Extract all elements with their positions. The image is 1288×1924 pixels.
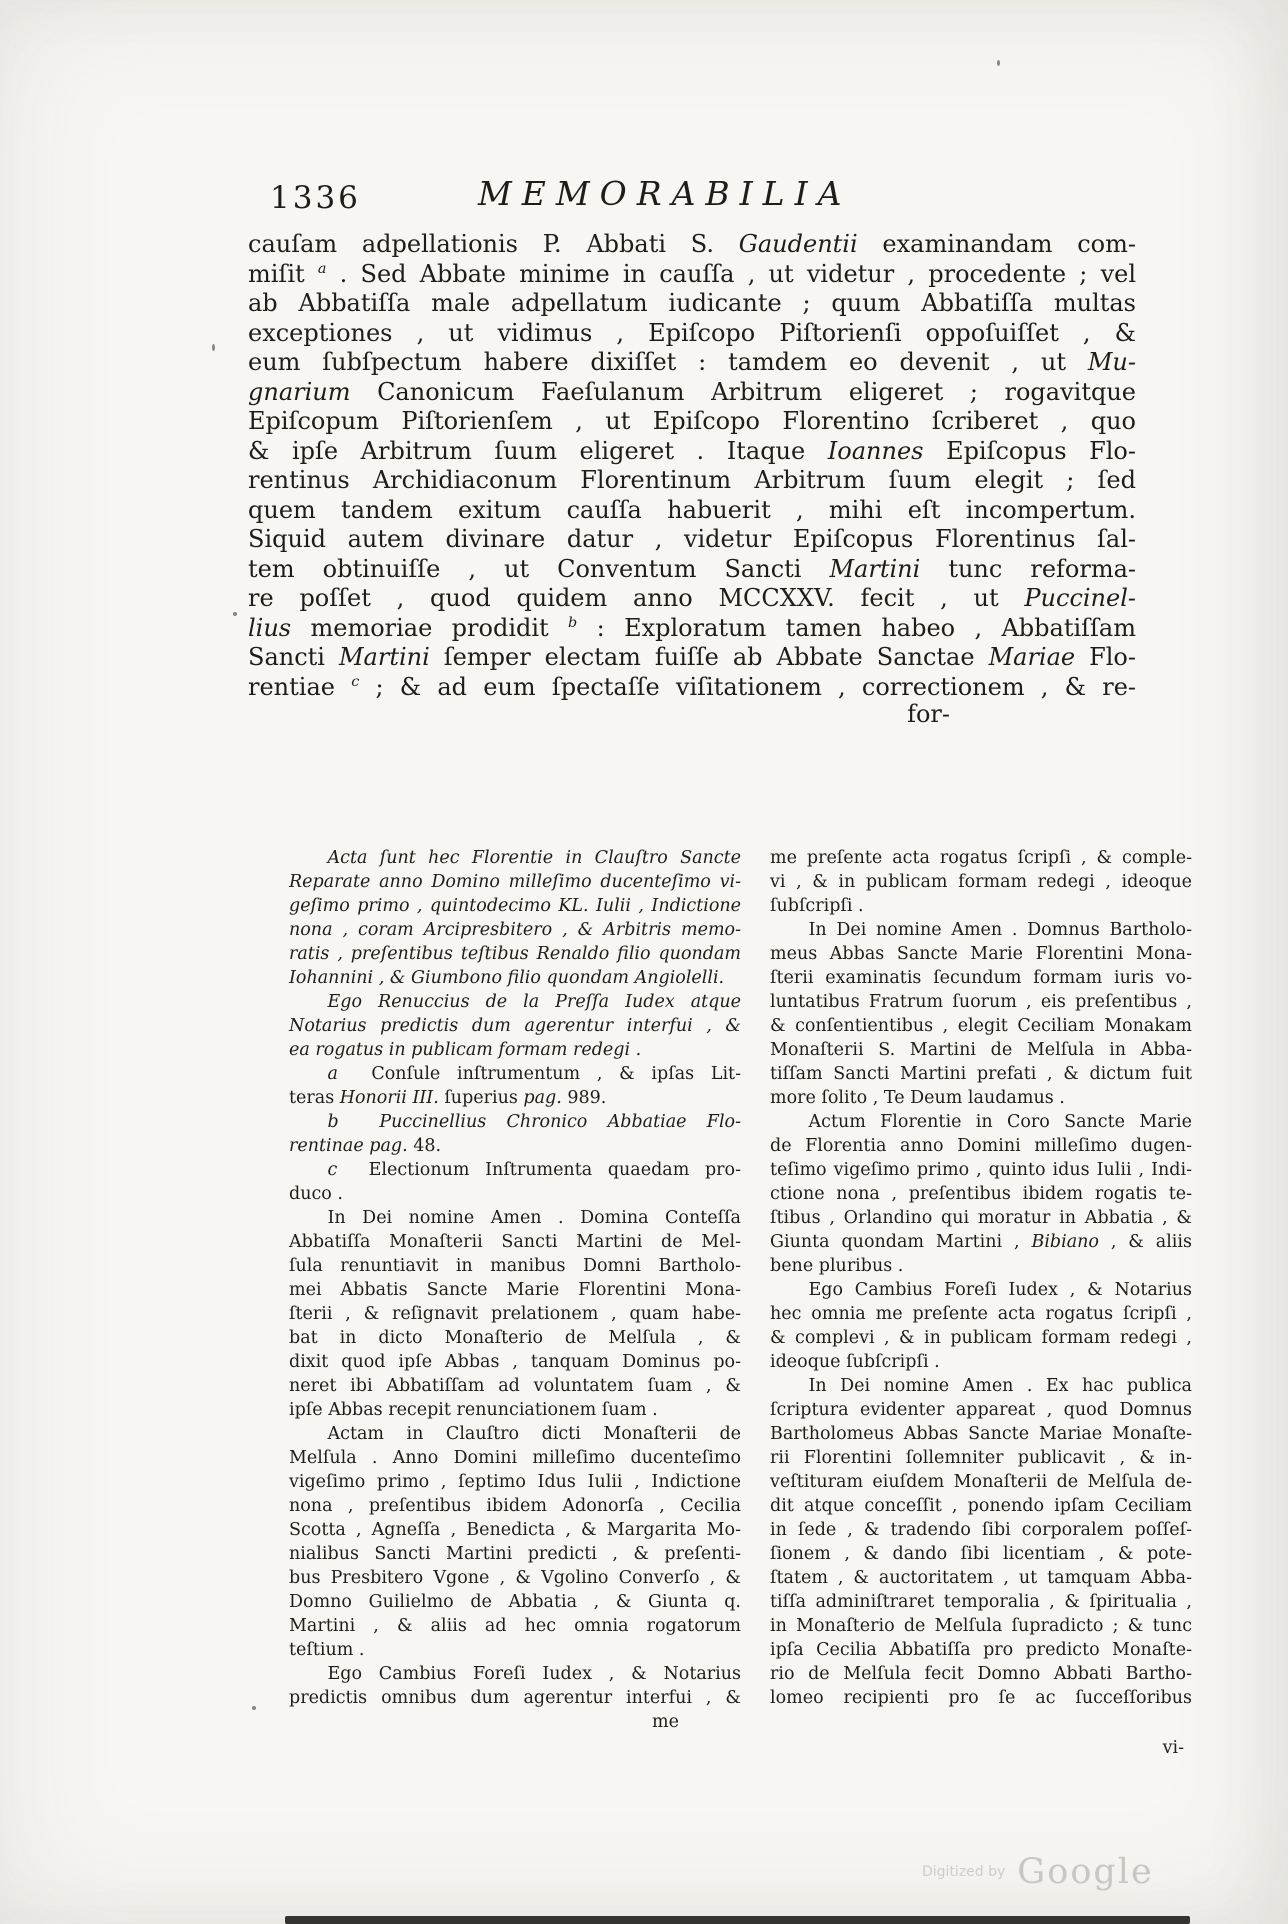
text-line: teſtium .	[289, 1640, 365, 1660]
footnote-block	[289, 990, 741, 1062]
text-line: ſcriptura evidenter appareat , quod Domnus	[770, 1400, 1192, 1420]
text-line: Epiſcopum Piſtorienſem , ut Epiſcopo Florentino ſcriberet , quo	[248, 407, 1136, 435]
text-line: vigeſimo primo , ſeptimo Idus Iulii , Indictione	[289, 1472, 741, 1492]
text-line: ideoque ſubſcripſi .	[770, 1352, 940, 1372]
catchword-right-column: vi-	[1162, 1738, 1184, 1758]
text-line: geſimo primo , quintodecimo KL. Iulii , Indictione	[289, 896, 741, 916]
text-line: c Electionum Inſtrumenta quaedam pro-	[327, 1160, 741, 1180]
text-line: ſterii , & reſignavit prelationem , quam habe-	[289, 1304, 741, 1324]
text-line: bene pluribus .	[770, 1256, 904, 1276]
text-line: rentiae $^c$ ; & ad eum ſpectaſſe viſitationem , correctionem , & re-	[248, 672, 1137, 701]
text-line: more ſolito , Te Deum laudamus .	[770, 1088, 1065, 1108]
catchword-left-column: me	[652, 1712, 679, 1732]
text-line: ratis , preſentibus teſtibus Renaldo filio quondam	[289, 944, 741, 964]
text-line: miſit $^a$ . Sed Abbate minime in cauſſa , ut videtur , procedente ; vel	[248, 259, 1137, 288]
running-title: MEMORABILIA	[478, 174, 852, 213]
main-text-block	[248, 230, 1136, 702]
text-line: Abbatiſſa Monaſterii Sancti Martini de Mel-	[289, 1232, 741, 1252]
page-number: 1336	[270, 180, 361, 216]
text-line: cauſam adpellationis P. Abbati S. Gaudentii examinandam com-	[248, 230, 1137, 258]
text-line: teras Honorii III. ſuperius pag. 989.	[289, 1088, 607, 1108]
text-line: gnarium Canonicum Faeſulanum Arbitrum eligeret ; rogavitque	[248, 377, 1136, 406]
text-line: ſionem , & dando ſibi licentiam , & pote-	[770, 1544, 1192, 1564]
text-line: Domno Guilielmo de Abbatia , & Giunta q.	[289, 1592, 741, 1612]
text-line: tiſſam Sancti Martini prefati , & dictum fuit	[770, 1064, 1192, 1084]
text-line: ea rogatus in publicam formam redegi .	[289, 1040, 642, 1060]
footnote-block	[289, 1110, 741, 1158]
text-line: hec omnia me preſente acta rogatus ſcripſi ,	[770, 1304, 1192, 1324]
scan-edge-bar	[285, 1916, 1190, 1924]
footnote-block	[289, 1662, 741, 1710]
footnote-block	[770, 1278, 1192, 1374]
text-line: rio de Melſula fecit Domno Abbati Bartho-	[770, 1664, 1192, 1684]
footnote-block	[770, 1110, 1192, 1278]
text-line: vi , & in publicam formam redegi , ideoque	[770, 872, 1192, 892]
footnote-block	[289, 1206, 741, 1422]
text-line: me preſente acta rogatus ſcripſi , & comple-	[770, 848, 1192, 868]
footnote-block	[289, 1062, 741, 1110]
text-line: rentinae pag. 48.	[289, 1136, 442, 1156]
text-line: meus Abbas Sancte Marie Florentini Mona-	[770, 944, 1192, 964]
footnote-block	[770, 1374, 1192, 1710]
text-line: Actam in Clauſtro dicti Monaſterii de	[327, 1424, 741, 1444]
text-line: nona , coram Arcipresbitero , & Arbitris memo-	[289, 920, 741, 940]
text-line: in ſede , & tradendo ſibi corporalem poſſeſ-	[770, 1520, 1192, 1540]
text-line: duco .	[289, 1184, 343, 1204]
scan-speck	[212, 344, 215, 351]
footnote-column-left	[289, 846, 741, 1710]
text-line: lius memoriae prodidit $^b$ : Exploratum tamen habeo , Abbatiſſam	[248, 613, 1136, 642]
scan-speck	[233, 612, 237, 616]
text-line: Scotta , Agneſſa , Benedicta , & Margarita Mo-	[289, 1520, 741, 1540]
text-line: In Dei nomine Amen . Ex hac publica	[808, 1376, 1192, 1396]
text-line: Actum Florentie in Coro Sancte Marie	[808, 1112, 1192, 1132]
text-line: Notarius predictis dum agerentur interfui , &	[289, 1016, 741, 1036]
text-line: b Puccinellius Chronico Abbatiae Flo-	[327, 1112, 741, 1132]
text-line: Iohannini , & Giumbono filio quondam Angiolelli.	[289, 968, 725, 988]
text-line: nona , preſentibus ibidem Adonorſa , Cecilia	[289, 1496, 741, 1516]
google-watermark	[922, 1852, 1154, 1892]
footnote-block	[770, 918, 1192, 1110]
text-line: predictis omnibus dum agerentur interfui , &	[289, 1688, 741, 1708]
text-line: Bartholomeus Abbas Sancte Mariae Monaſte-	[770, 1424, 1192, 1444]
text-line: exceptiones , ut vidimus , Epiſcopo Piſtorienſi oppoſuiſſet , &	[248, 318, 1136, 347]
text-line: Ego Cambius Foreſi Iudex , & Notarius	[327, 1664, 741, 1684]
text-line: ctione nona , preſentibus ibidem rogatis te-	[770, 1184, 1192, 1204]
text-line: tiſſa adminiſtraret temporalia , & ſpiritualia ,	[770, 1592, 1192, 1612]
text-line: ſubſcripſi .	[770, 896, 864, 916]
text-line: dit atque conceſſit , ponendo ipſam Ceciliam	[770, 1496, 1192, 1516]
text-line: tem obtinuiſſe , ut Conventum Sancti Martini tunc reforma-	[248, 554, 1136, 583]
footnote-block	[289, 1422, 741, 1662]
text-line: ſterii examinatis ſecundum formam iuris vo-	[770, 968, 1192, 988]
text-line: ſtatem , & auctoritatem , ut tamquam Abba-	[770, 1568, 1192, 1588]
text-line: neret ibi Abbatiſſam ad voluntatem ſuam , &	[289, 1376, 741, 1396]
text-line: Martini , & aliis ad hec omnia rogatorum	[289, 1616, 741, 1636]
text-line: nialibus Sancti Martini predicti , & preſenti-	[289, 1544, 741, 1564]
text-line: re poſſet , quod quidem anno MCCXXV. fecit , ut Puccinel-	[248, 584, 1136, 612]
scan-speck	[997, 60, 1000, 66]
text-line: Ego Renuccius de la Preſſa Iudex atque	[327, 992, 741, 1012]
text-line: ſtibus , Orlandino qui moratur in Abbatia , &	[770, 1208, 1192, 1228]
text-line: & ipſe Arbitrum ſuum eligeret . Itaque Ioannes Epiſcopus Flo-	[248, 436, 1136, 465]
text-line: & conſentientibus , elegit Ceciliam Monakam	[770, 1016, 1192, 1036]
text-line: eum ſubſpectum habere dixiſſet : tamdem eo devenit , ut Mu-	[248, 348, 1136, 376]
text-line: Melſula . Anno Domini milleſimo ducenteſimo	[289, 1448, 741, 1468]
text-line: In Dei nomine Amen . Domnus Bartholo-	[808, 920, 1192, 940]
catchword-main: for-	[907, 700, 950, 728]
text-line: veſtituram eiuſdem Monaſterii de Melſula de-	[770, 1472, 1192, 1492]
text-line: rentinus Archidiaconum Florentinum Arbitrum ſuum elegit ; ſed	[248, 466, 1136, 494]
scan-speck	[252, 1706, 256, 1710]
footnote-block	[770, 846, 1192, 918]
text-line: & complevi , & in publicam formam redegi ,	[770, 1328, 1192, 1348]
text-line: Reparate anno Domino milleſimo ducenteſimo vi-	[289, 872, 741, 892]
text-line: In Dei nomine Amen . Domina Conteſſa	[327, 1208, 741, 1228]
text-line: quem tandem exitum cauſſa habuerit , mihi eſt incompertum.	[248, 495, 1136, 524]
text-line: bat in dicto Monaſterio de Melſula , &	[289, 1328, 741, 1348]
text-line: Siquid autem divinare datur , videtur Epiſcopus Florentinus ſal-	[248, 525, 1136, 553]
text-line: ſula renuntiavit in manibus Domni Bartholo-	[289, 1256, 741, 1276]
text-line: bus Presbitero Vgone , & Vgolino Converſo , &	[289, 1568, 741, 1588]
text-line: Ego Cambius Foreſi Iudex , & Notarius	[808, 1280, 1192, 1300]
text-line: Monaſterii S. Martini de Melſula in Abba-	[770, 1040, 1192, 1060]
text-line: mei Abbatis Sancte Marie Florentini Mona-	[289, 1280, 741, 1300]
text-line: ab Abbatiſſa male adpellatum iudicante ; quum Abbatiſſa multas	[248, 289, 1136, 317]
digitized-by-text: Digitized by	[922, 1864, 1006, 1880]
text-line: rii Florentini ſollemniter publicavit , & in-	[770, 1448, 1192, 1468]
text-line: in Monaſterio de Melſula ſupradicto ; & tunc	[770, 1616, 1192, 1636]
footnote-column-right	[770, 846, 1192, 1710]
text-line: luntatibus Fratrum ſuorum , eis preſentibus ,	[770, 992, 1192, 1012]
text-line: teſimo vigeſimo primo , quinto idus Iulii , Indi-	[770, 1160, 1192, 1180]
text-line: ipſa Cecilia Abbatiſſa pro predicto Monaſte-	[770, 1640, 1192, 1660]
footnote-block	[289, 846, 741, 990]
text-line: lomeo recipienti pro ſe ac ſucceſſoribus	[770, 1688, 1192, 1708]
text-line: ipſe Abbas recepit renunciationem ſuam .	[289, 1400, 658, 1420]
text-line: a Conſule inſtrumentum , & ipſas Lit-	[327, 1064, 741, 1084]
text-line: Acta ſunt hec Florentie in Clauſtro Sancte	[327, 848, 741, 868]
text-line: Sancti Martini ſemper electam fuiſſe ab Abbate Sanctae Mariae Flo-	[248, 643, 1136, 671]
text-line: Giunta quondam Martini , Bibiano , & aliis	[770, 1232, 1192, 1252]
google-logo: Google	[1017, 1852, 1154, 1892]
text-line: dixit quod ipſe Abbas , tanquam Dominus po-	[289, 1352, 741, 1372]
text-line: de Florentia anno Domini milleſimo dugen-	[770, 1136, 1192, 1156]
footnote-block	[289, 1158, 741, 1206]
